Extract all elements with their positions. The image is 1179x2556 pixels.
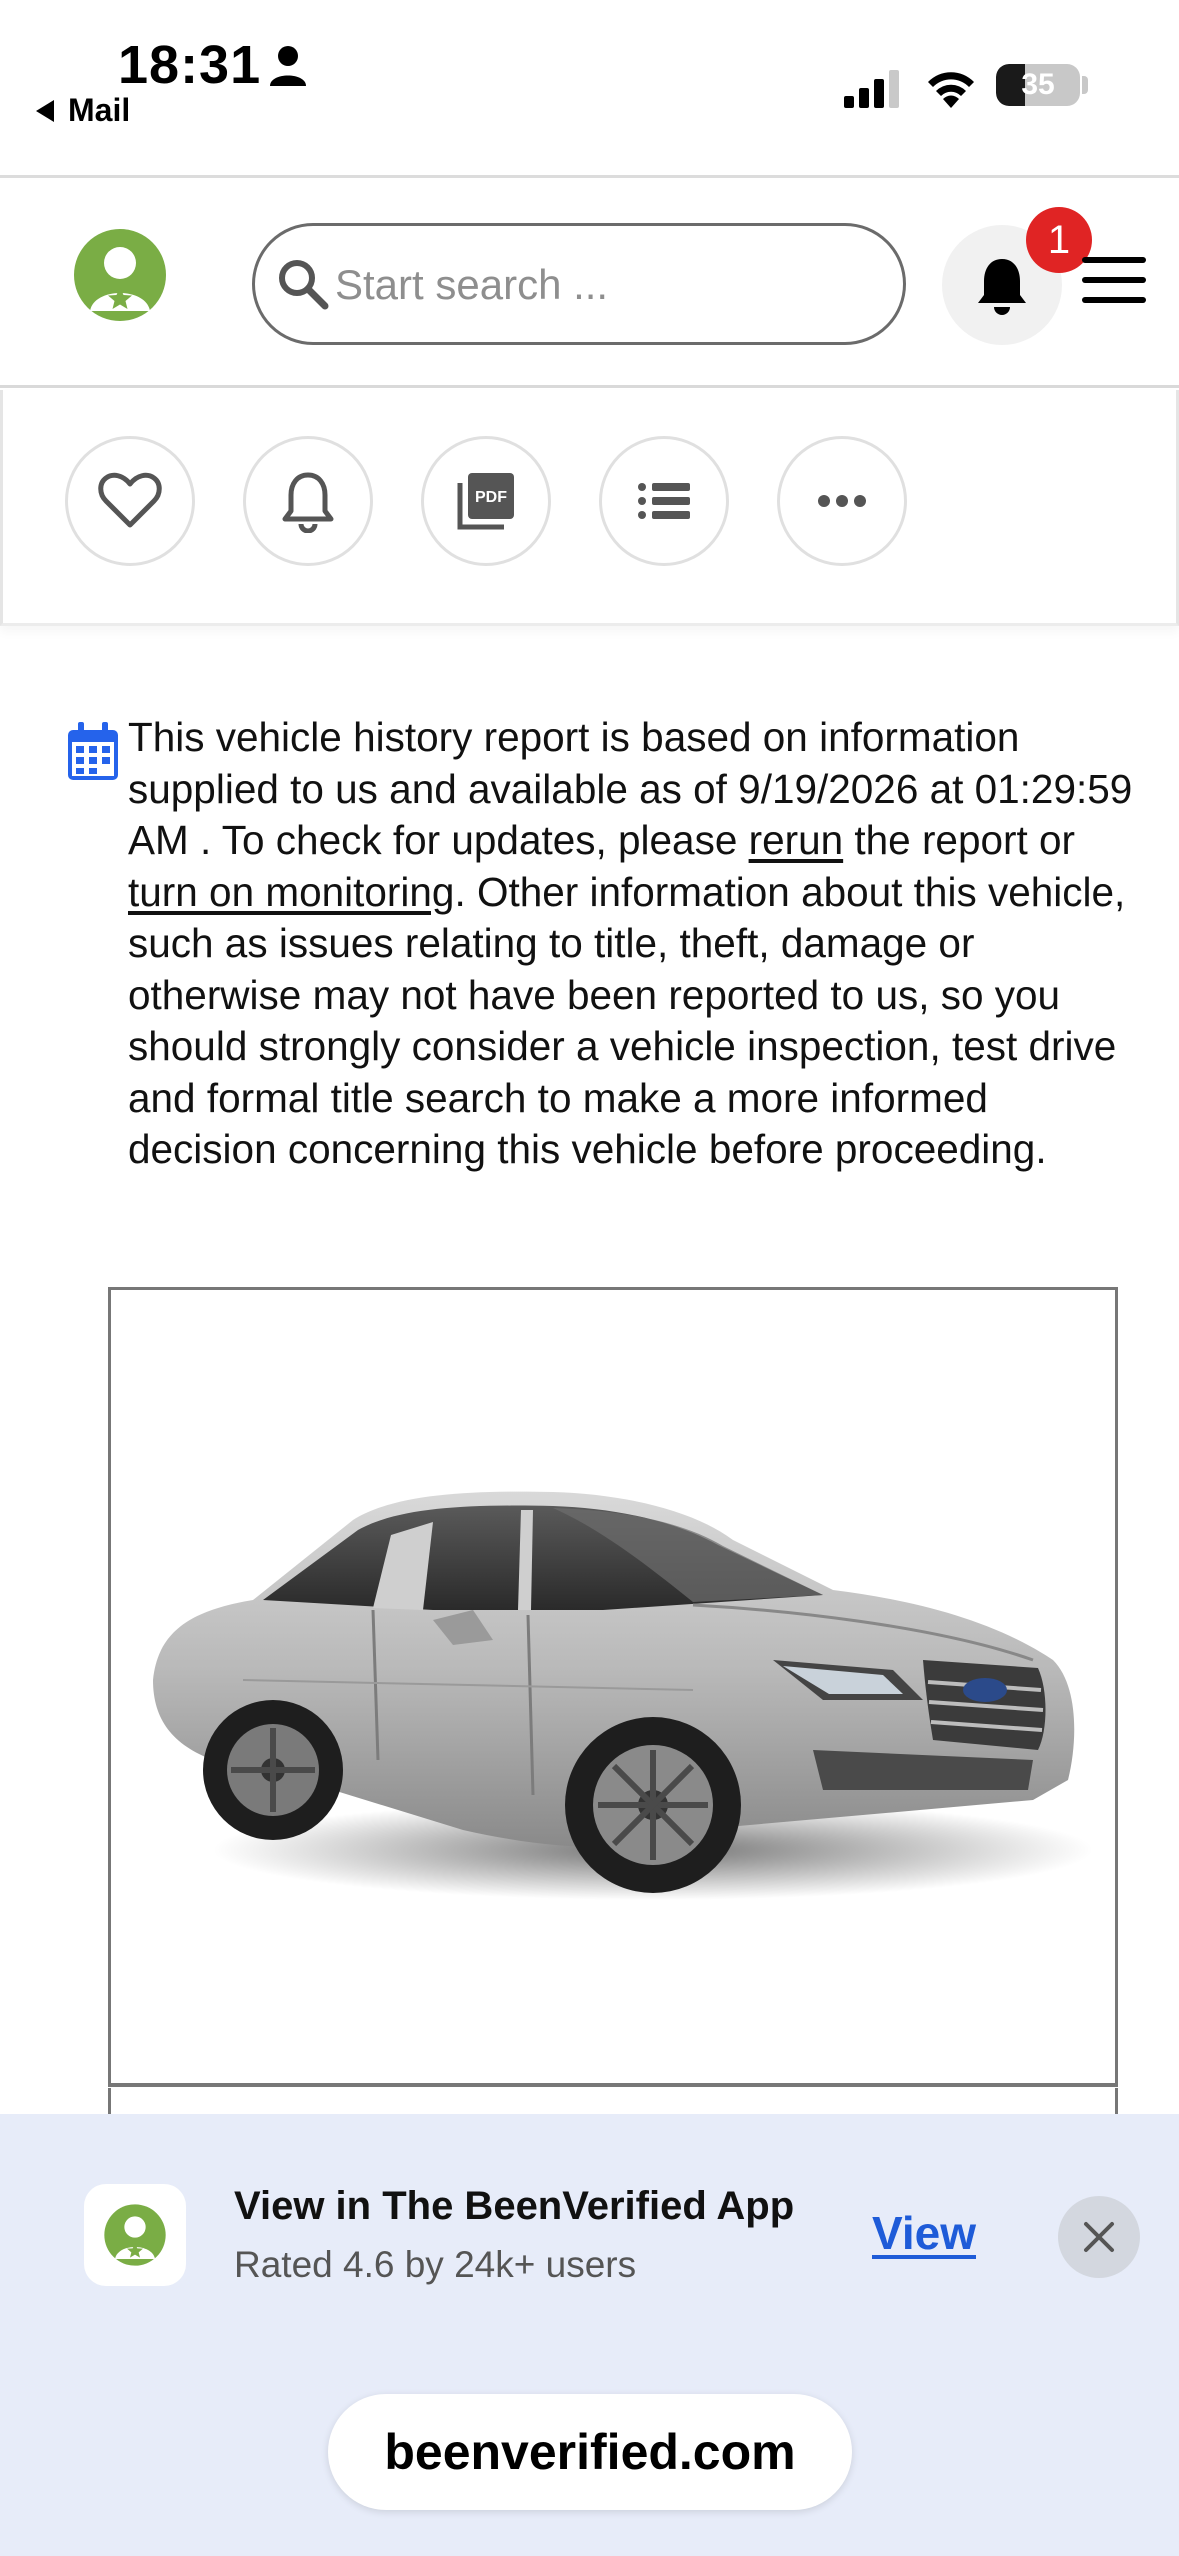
vehicle-image-card <box>108 1287 1118 2087</box>
battery-percent: 35 <box>1021 68 1055 101</box>
beenverified-logo-icon <box>103 2203 167 2267</box>
bell-outline-icon <box>276 469 340 533</box>
cellular-signal-icon <box>844 70 902 108</box>
search-input[interactable] <box>335 246 875 324</box>
vehicle-photo <box>133 1410 1093 1970</box>
battery-indicator <box>996 64 1080 106</box>
notification-count-badge: 1 <box>1026 207 1092 273</box>
search-icon <box>275 256 331 312</box>
notice-text-part: This vehicle history report is based on information supplied to us and available as of 9/19/2026 at 01:29:59 AM . To check for updates, please <box>128 714 1133 863</box>
close-icon <box>1083 2221 1115 2253</box>
back-to-mail-link[interactable] <box>36 92 130 129</box>
beenverified-app-icon[interactable] <box>84 2184 186 2286</box>
app-install-banner <box>0 2114 1179 2556</box>
pdf-icon <box>454 469 518 533</box>
app-header <box>0 181 1179 388</box>
view-in-app-link[interactable]: View <box>872 2207 976 2259</box>
turn-on-monitoring-link[interactable]: turn on monitoring <box>128 868 455 915</box>
more-icon <box>810 469 874 533</box>
close-banner-button[interactable] <box>1058 2196 1140 2278</box>
status-time: 18:31 <box>118 35 262 95</box>
search-box[interactable] <box>252 223 906 345</box>
favorite-button[interactable] <box>65 436 195 566</box>
table-of-contents-button[interactable] <box>599 436 729 566</box>
notice-text-part: . Other information about this vehicle, such as issues relating to title, theft, damage or otherwise may not have been reported to us, so you should strongly consider a vehicle inspection, test drive and formal title search to make a more informed decision concerning this vehicle before proceeding. <box>128 868 1126 1172</box>
back-label: Mail <box>68 92 131 128</box>
wifi-icon <box>922 64 980 108</box>
person-icon <box>268 44 308 88</box>
battery-cap <box>1082 76 1088 94</box>
rerun-report-link[interactable]: rerun <box>748 817 844 863</box>
back-arrow-icon <box>36 100 54 122</box>
list-icon <box>632 469 696 533</box>
heart-icon <box>98 469 162 533</box>
svg-text:PDF: PDF <box>475 489 507 506</box>
notice-text-part: the report or <box>843 817 1076 863</box>
more-options-button[interactable] <box>777 436 907 566</box>
monitor-alert-button[interactable] <box>243 436 373 566</box>
bell-icon <box>974 255 1030 317</box>
browser-url-pill[interactable]: beenverified.com <box>328 2394 852 2510</box>
app-banner-title: View in The BeenVerified App <box>234 2184 795 2228</box>
report-actions-bar <box>0 390 1179 626</box>
download-pdf-button[interactable] <box>421 436 551 566</box>
beenverified-logo[interactable] <box>72 227 168 323</box>
report-disclaimer-text <box>128 712 1138 1176</box>
status-bar <box>0 0 1179 178</box>
calendar-icon <box>66 722 120 782</box>
app-banner-rating: Rated 4.6 by 24k+ users <box>234 2244 637 2285</box>
hamburger-menu-icon[interactable] <box>1082 257 1146 305</box>
